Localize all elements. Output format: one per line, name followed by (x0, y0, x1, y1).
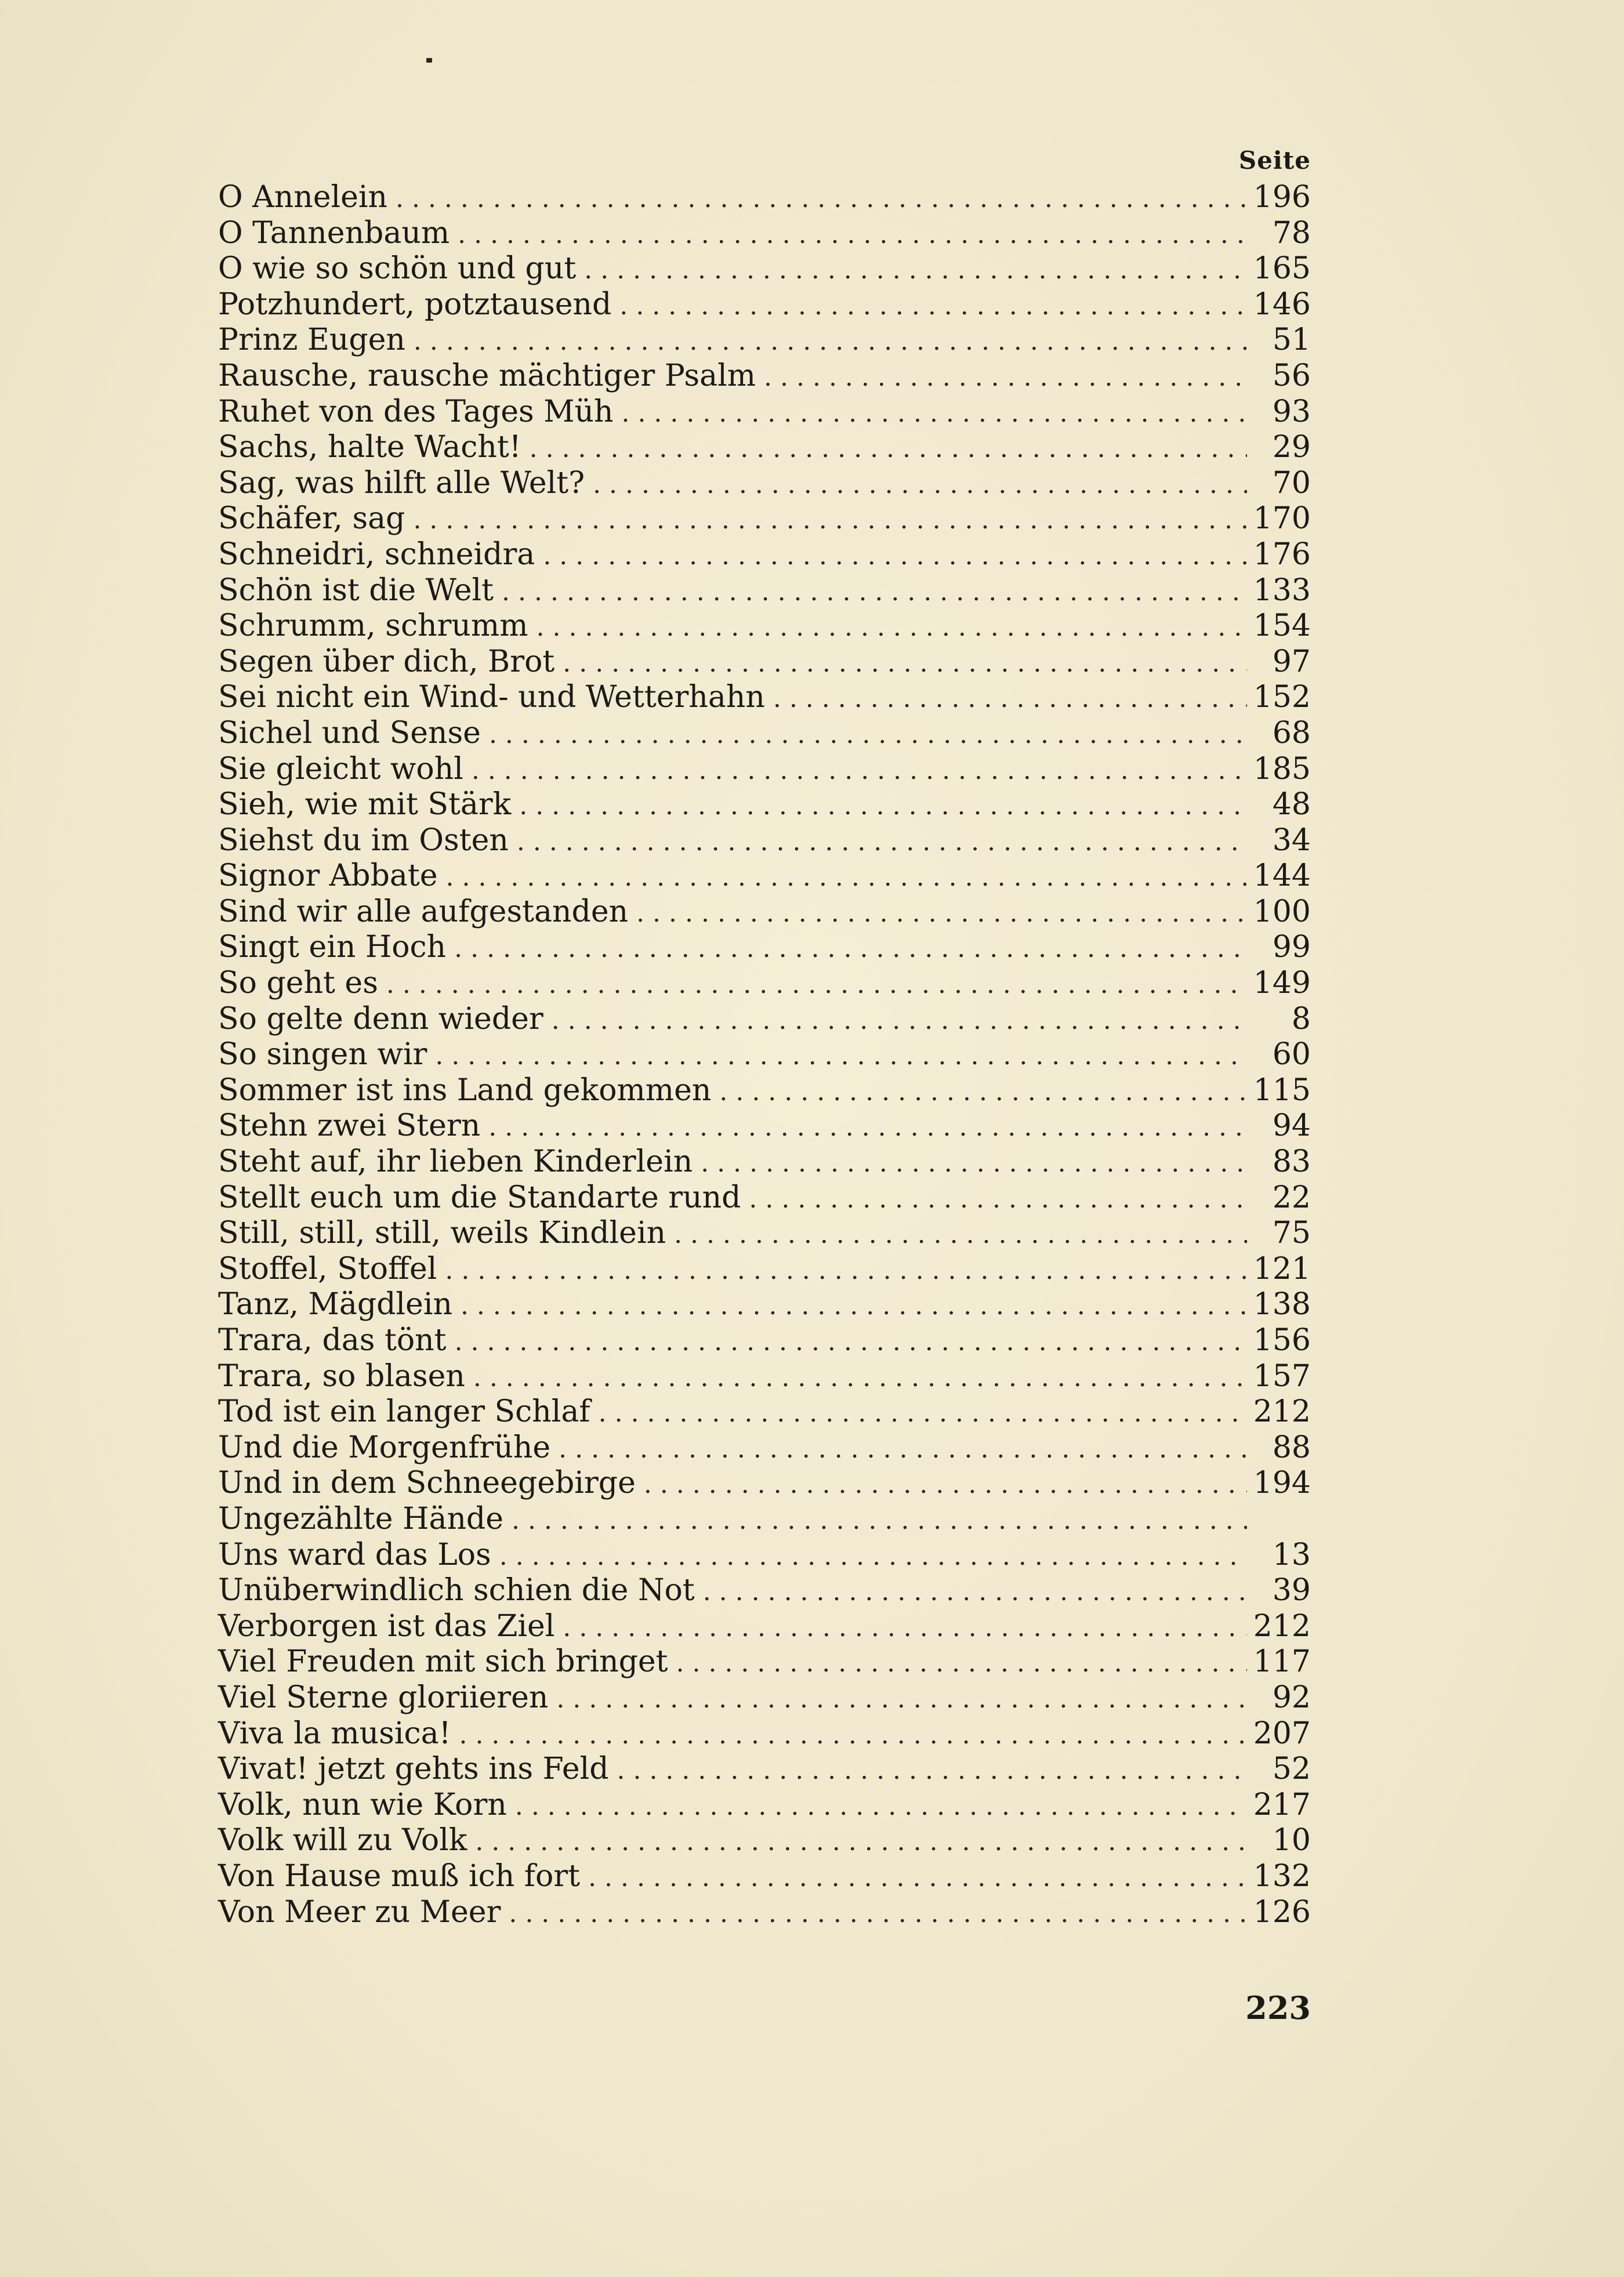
toc-entry-page: 194 (1253, 1466, 1311, 1501)
toc-entry (218, 608, 1311, 644)
dot-leader (455, 1324, 1247, 1360)
toc-entry-page: 165 (1253, 251, 1311, 287)
dot-leader (459, 1717, 1247, 1753)
toc-entry-page: 92 (1272, 1680, 1311, 1715)
toc-entry-page: 68 (1272, 715, 1311, 750)
toc-entry (218, 787, 1311, 823)
dot-leader (719, 1074, 1247, 1110)
toc-entry-page: 39 (1272, 1573, 1311, 1608)
dot-leader (599, 1395, 1247, 1431)
dot-leader (543, 538, 1247, 574)
dot-leader (619, 288, 1247, 324)
toc-entry-page: 52 (1272, 1752, 1311, 1787)
toc-entry-page: 133 (1253, 572, 1311, 608)
dot-leader (512, 1503, 1247, 1539)
dot-leader (563, 646, 1247, 681)
toc-entry-title: Volk will zu Volk (218, 1823, 467, 1858)
toc-entry (218, 1895, 1311, 1931)
dot-leader (475, 1824, 1247, 1860)
dot-leader (749, 1181, 1247, 1217)
dot-leader (519, 788, 1247, 824)
toc-entry-title: Schön ist die Welt (218, 572, 494, 608)
dot-leader (588, 1860, 1247, 1896)
toc-entry (218, 823, 1311, 859)
dot-leader (472, 753, 1247, 789)
page-column-header: Seite (1238, 146, 1311, 175)
toc-entry-title: Singt ein Hoch (218, 930, 447, 965)
toc-entry-page: 88 (1272, 1430, 1311, 1465)
dot-leader (454, 931, 1247, 967)
toc-entry (218, 466, 1311, 502)
toc-entry-page: 146 (1253, 287, 1311, 322)
toc-entry-title: O wie so schön und gut (218, 251, 577, 287)
dot-leader (593, 467, 1247, 503)
toc-entry (218, 1287, 1311, 1323)
toc-entry-page: 34 (1272, 822, 1311, 858)
toc-entry-page: 100 (1253, 894, 1311, 929)
toc-entry-title: Trara, das tönt (218, 1323, 447, 1358)
toc-entry-page: 83 (1272, 1144, 1311, 1180)
toc-entry-title: Rausche, rausche mächtiger Psalm (218, 358, 756, 393)
dot-leader (701, 1145, 1247, 1181)
dot-leader (509, 1896, 1247, 1932)
toc-entry (218, 537, 1311, 573)
toc-entry-title: Sag, was hilft alle Welt? (218, 465, 585, 501)
toc-entry-title: Stoffel, Stoffel (218, 1251, 437, 1286)
toc-entry-title: O Tannenbaum (218, 215, 450, 251)
toc-entry-title: Sachs, halte Wacht! (218, 430, 521, 465)
toc-entry (218, 430, 1311, 466)
dot-leader (461, 1288, 1247, 1324)
table-of-contents (218, 180, 1311, 1930)
toc-entry-title: Sei nicht ein Wind- und Wetterhahn (218, 680, 765, 715)
toc-entry-page: 56 (1272, 358, 1311, 393)
dot-leader (559, 1431, 1247, 1467)
toc-entry-title: Potzhundert, potztausend (218, 287, 612, 322)
toc-entry (218, 287, 1311, 323)
toc-entry-title: Stehn zwei Stern (218, 1108, 481, 1144)
toc-entry (218, 180, 1311, 216)
dot-leader (386, 967, 1247, 1003)
dot-leader (617, 1753, 1247, 1789)
toc-entry-page: 75 (1272, 1216, 1311, 1251)
toc-entry-title: Trara, so blasen (218, 1358, 465, 1394)
toc-entry-title: Sind wir alle aufgestanden (218, 894, 629, 929)
toc-entry (218, 1644, 1311, 1680)
dot-leader (458, 217, 1247, 253)
dot-leader (530, 431, 1247, 467)
toc-entry-title: Sichel und Sense (218, 715, 481, 750)
toc-entry-title: Vivat! jetzt gehts ins Feld (218, 1752, 609, 1787)
toc-entry-page: 170 (1253, 501, 1311, 536)
toc-entry-page: 157 (1253, 1358, 1311, 1394)
dot-leader (636, 895, 1247, 931)
toc-entry-page: 144 (1253, 858, 1311, 894)
toc-entry-title: Schrumm, schrumm (218, 608, 528, 644)
toc-entry-page: 29 (1272, 430, 1311, 465)
toc-entry-title: Viva la musica! (218, 1716, 451, 1751)
toc-entry-title: Von Hause muß ich fort (218, 1858, 581, 1894)
toc-entry (218, 1752, 1311, 1787)
toc-entry-page: 93 (1272, 394, 1311, 429)
toc-entry (218, 501, 1311, 537)
toc-entry (218, 216, 1311, 252)
toc-entry (218, 1359, 1311, 1395)
toc-entry-page: 51 (1272, 322, 1311, 358)
toc-entry (218, 1108, 1311, 1144)
toc-entry-title: Sommer ist ins Land gekommen (218, 1072, 712, 1108)
page-number: 223 (1245, 1989, 1311, 2026)
toc-entry (218, 1216, 1311, 1252)
toc-entry-title: Siehst du im Osten (218, 822, 509, 858)
toc-entry-page: 115 (1253, 1072, 1311, 1108)
dot-leader (489, 717, 1247, 753)
toc-entry-page: 207 (1253, 1716, 1311, 1751)
toc-entry (218, 1573, 1311, 1609)
toc-entry-page: 126 (1253, 1894, 1311, 1930)
dot-leader (621, 396, 1247, 432)
toc-entry-page: 78 (1272, 215, 1311, 251)
toc-entry-title: Viel Freuden mit sich bringet (218, 1644, 668, 1680)
toc-entry-title: Und in dem Schneegebirge (218, 1466, 636, 1501)
dot-leader (413, 502, 1247, 538)
dot-leader (414, 324, 1247, 360)
toc-entry-title: Ruhet von des Tages Müh (218, 394, 614, 429)
dot-leader (515, 1789, 1247, 1825)
toc-entry-page: 217 (1253, 1787, 1311, 1822)
toc-entry-page: 70 (1272, 465, 1311, 501)
dot-leader (552, 1003, 1247, 1039)
toc-entry (218, 1394, 1311, 1430)
dot-leader (764, 360, 1247, 396)
toc-entry (218, 251, 1311, 287)
toc-entry-title: Prinz Eugen (218, 322, 405, 358)
toc-entry-page: 97 (1272, 644, 1311, 679)
toc-entry (218, 1609, 1311, 1645)
toc-entry-title: Uns ward das Los (218, 1537, 491, 1572)
dot-leader (473, 1360, 1247, 1396)
toc-entry-title: Unüberwindlich schien die Not (218, 1573, 695, 1608)
toc-entry (218, 1002, 1311, 1038)
toc-entry-title: Und die Morgenfrühe (218, 1430, 551, 1465)
toc-entry-page: 149 (1253, 966, 1311, 1001)
dot-leader (676, 1645, 1247, 1681)
toc-entry-title: Segen über dich, Brot (218, 644, 555, 679)
dot-leader (446, 860, 1247, 895)
toc-entry-title: Stellt euch um die Standarte rund (218, 1180, 741, 1215)
toc-entry (218, 1466, 1311, 1502)
toc-entry-title: So singen wir (218, 1037, 427, 1072)
toc-entry (218, 573, 1311, 609)
toc-entry (218, 1538, 1311, 1573)
dot-leader (445, 1253, 1247, 1289)
toc-entry-title: So geht es (218, 966, 378, 1001)
toc-entry-page: 152 (1253, 680, 1311, 715)
toc-entry (218, 680, 1311, 716)
toc-entry-title: Viel Sterne gloriieren (218, 1680, 549, 1715)
dot-leader (584, 252, 1247, 288)
toc-entry-title: O Annelein (218, 180, 387, 215)
toc-entry (218, 1144, 1311, 1180)
toc-entry (218, 322, 1311, 358)
toc-entry (218, 358, 1311, 394)
toc-entry (218, 1716, 1311, 1752)
toc-entry (218, 394, 1311, 430)
toc-entry (218, 930, 1311, 966)
dot-leader (536, 610, 1247, 646)
toc-entry-title: Sieh, wie mit Stärk (218, 787, 512, 822)
dot-leader (517, 824, 1247, 860)
toc-entry-page: 185 (1253, 751, 1311, 786)
dot-leader (488, 1110, 1247, 1145)
toc-entry (218, 1073, 1311, 1109)
toc-entry-page: 94 (1272, 1108, 1311, 1144)
toc-entry-page: 212 (1253, 1394, 1311, 1430)
toc-entry-page: 13 (1272, 1537, 1311, 1572)
dot-leader (674, 1217, 1247, 1253)
toc-entry-page: 156 (1253, 1323, 1311, 1358)
toc-entry (218, 1180, 1311, 1216)
dot-leader (644, 1467, 1247, 1503)
toc-entry-title: Still, still, still, weils Kindlein (218, 1216, 666, 1251)
dot-leader (499, 1539, 1247, 1575)
toc-entry-title: Tod ist ein langer Schlaf (218, 1394, 590, 1430)
toc-entry (218, 1323, 1311, 1359)
toc-entry (218, 1823, 1311, 1859)
toc-entry-title: Schneidri, schneidra (218, 536, 535, 572)
toc-entry-title: Verborgen ist das Ziel (218, 1608, 555, 1644)
toc-entry-page: 48 (1272, 787, 1311, 822)
dot-leader (703, 1574, 1247, 1610)
ink-speck (426, 58, 432, 63)
toc-entry (218, 1680, 1311, 1716)
toc-entry (218, 1787, 1311, 1823)
toc-entry-page: 60 (1272, 1037, 1311, 1072)
toc-entry-title: Von Meer zu Meer (218, 1894, 501, 1930)
toc-entry-title: Steht auf, ihr lieben Kinderlein (218, 1144, 693, 1180)
toc-entry-page: 117 (1253, 1644, 1311, 1680)
toc-entry-title: So gelte denn wieder (218, 1001, 543, 1036)
toc-entry-page: 121 (1253, 1251, 1311, 1286)
toc-entry (218, 1430, 1311, 1466)
dot-leader (773, 681, 1247, 717)
toc-entry-page: 10 (1272, 1823, 1311, 1858)
toc-entry (218, 1859, 1311, 1895)
toc-entry-page: 138 (1253, 1287, 1311, 1322)
toc-entry-page: 132 (1253, 1858, 1311, 1894)
toc-entry-title: Ungezählte Hände (218, 1501, 503, 1536)
toc-entry-title: Signor Abbate (218, 858, 438, 894)
toc-entry-page: 154 (1253, 608, 1311, 644)
toc-entry (218, 716, 1311, 752)
toc-entry-page: 22 (1272, 1180, 1311, 1215)
toc-entry-page: 8 (1291, 1001, 1311, 1036)
toc-entry (218, 1252, 1311, 1288)
toc-entry-page: 99 (1272, 930, 1311, 965)
toc-entry (218, 1037, 1311, 1073)
toc-entry-page: 212 (1253, 1608, 1311, 1644)
toc-entry (218, 644, 1311, 680)
toc-entry (218, 894, 1311, 930)
dot-leader (563, 1610, 1247, 1646)
dot-leader (396, 181, 1247, 217)
dot-leader (556, 1681, 1247, 1717)
toc-entry-title: Schäfer, sag (218, 501, 405, 536)
toc-entry (218, 752, 1311, 788)
toc-entry (218, 1502, 1311, 1538)
dot-leader (502, 574, 1247, 610)
toc-entry-page: 196 (1253, 180, 1311, 215)
toc-entry-title: Sie gleicht wohl (218, 751, 463, 786)
toc-entry-title: Tanz, Mägdlein (218, 1287, 452, 1322)
toc-entry (218, 858, 1311, 894)
toc-entry-page: 176 (1253, 536, 1311, 572)
toc-entry (218, 966, 1311, 1002)
toc-entry-title: Volk, nun wie Korn (218, 1787, 507, 1822)
dot-leader (435, 1038, 1247, 1074)
